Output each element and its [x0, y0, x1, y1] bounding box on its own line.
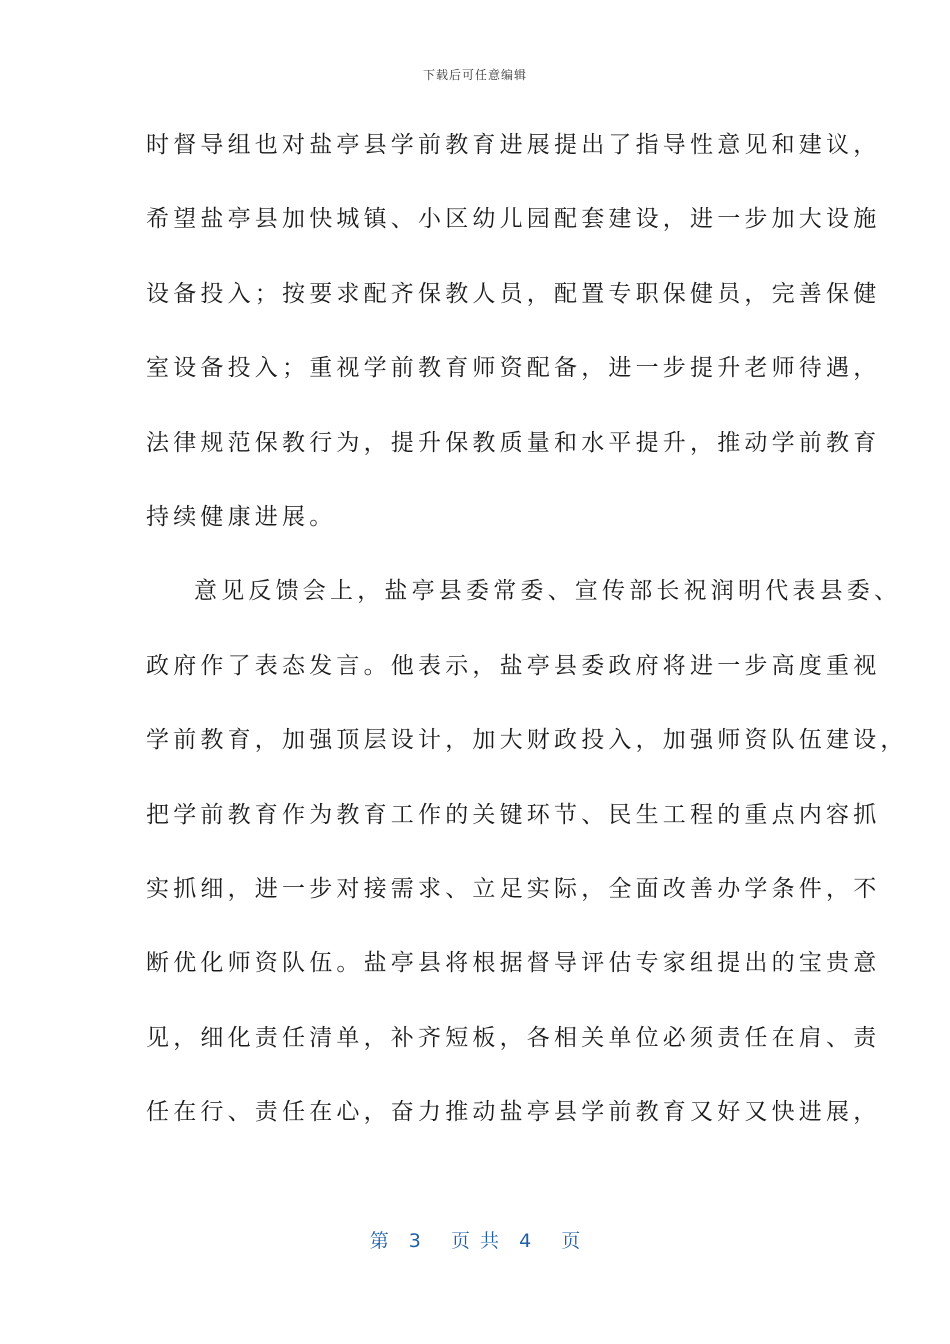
- text-line: 断优化师资队伍。盐亭县将根据督导评估专家组提出的宝贵意: [146, 950, 881, 977]
- text-line: 时督导组也对盐亭县学前教育进展提出了指导性意见和建议，: [146, 132, 881, 158]
- text-line: 把学前教育作为教育工作的关键环节、民生工程的重点内容抓: [146, 801, 881, 828]
- text-line: 室设备投入；重视学前教育师资配备，进一步提升老师待遇，: [146, 355, 881, 382]
- text-line: 法律规范保教行为，提升保教质量和水平提升，推动学前教育: [146, 429, 881, 456]
- header-note: 下载后可任意编辑: [422, 68, 527, 82]
- text-line: 任在行、责任在心，奋力推动盐亭县学前教育又好又快进展，: [146, 1099, 881, 1126]
- text-line: 学前教育，加强顶层设计，加大财政投入，加强师资队伍建设，: [146, 727, 908, 754]
- text-line: 实抓细，进一步对接需求、立足实际，全面改善办学条件，不: [146, 875, 881, 902]
- document-body: [146, 120, 908, 1161]
- text-line: 设备投入；按要求配齐保教人员，配置专职保健员，完善保健: [146, 280, 881, 307]
- text-line: 意见反馈会上，盐亭县委常委、宣传部长祝润明代表县委、: [194, 578, 902, 605]
- text-line: 希望盐亭县加快城镇、小区幼儿园配套建设，进一步加大设施: [146, 206, 881, 233]
- page-number-label: 第 3 页 共 4 页: [369, 1230, 581, 1252]
- text-line: 政府作了表态发言。他表示，盐亭县委政府将进一步高度重视: [146, 652, 881, 679]
- text-line: 持续健康进展。: [146, 503, 337, 530]
- text-line: 见，细化责任清单，补齐短板，各相关单位必须责任在肩、责: [146, 1024, 881, 1051]
- page-footer: [0, 1226, 950, 1253]
